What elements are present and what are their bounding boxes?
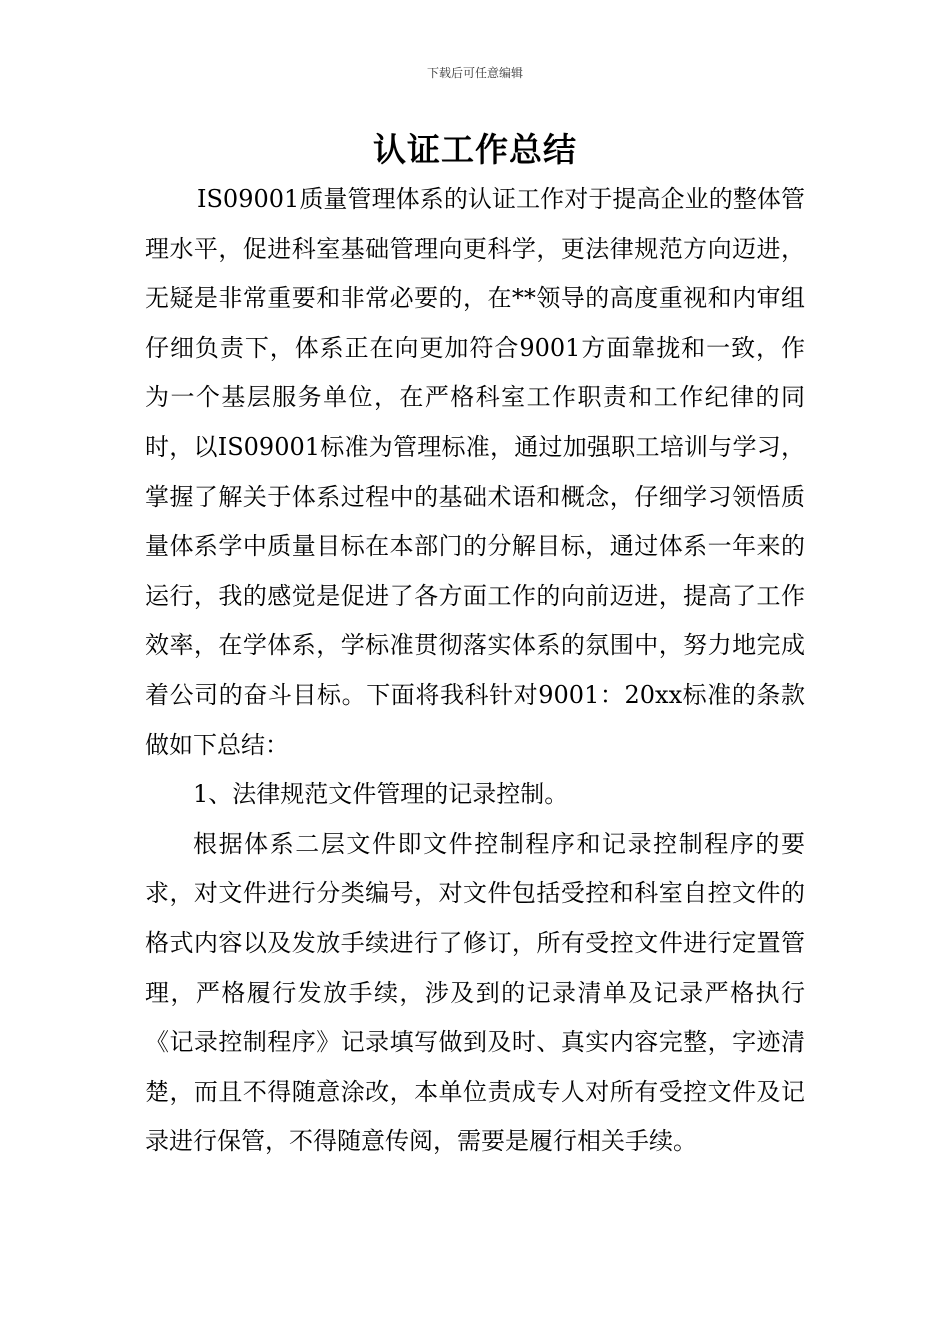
- header-note: 下载后可任意编辑: [426, 66, 523, 80]
- document-body: [145, 175, 805, 1167]
- paragraph-section-body: 根据体系二层文件即文件控制程序和记录控制程序的要求，对文件进行分类编号，对文件包括受控和科室自控文件的格式内容以及发放手续进行了修订，所有受控文件进行定置管理，严格履行发放手续，涉及到的记录清单及记录严格执行《记录控制程序》记录填写做到及时、真实内容完整，字迹清楚，而且不得随意涂改，本单位责成专人对所有受控文件及记录进行保管，不得随意传阅，需要是履行相关手续。: [145, 829, 805, 1156]
- document-title: 认证工作总结: [373, 130, 577, 169]
- paragraph-intro: IS09001质量管理体系的认证工作对于提高企业的整体管理水平，促进科室基础管理向更科学，更法律规范方向迈进，无疑是非常重要和非常必要的，在**领导的高度重视和内审组仔细负责下，体系正在向更加符合9001方面靠拢和一致，作为一个基层服务单位，在严格科室工作职责和工作纪律的同时，以IS09001标准为管理标准，通过加强职工培训与学习，掌握了解关于体系过程中的基础术语和概念，仔细学习领悟质量体系学中质量目标在本部门的分解目标，通过体系一年来的运行，我的感觉是促进了各方面工作的向前迈进，提高了工作效率，在学体系，学标准贯彻落实体系的氛围中，努力地完成着公司的奋斗目标。下面将我科针对9001：20xx标准的条款做如下总结：: [145, 185, 805, 759]
- paragraph-section-heading: 1、法律规范文件管理的记录控制。: [193, 780, 569, 809]
